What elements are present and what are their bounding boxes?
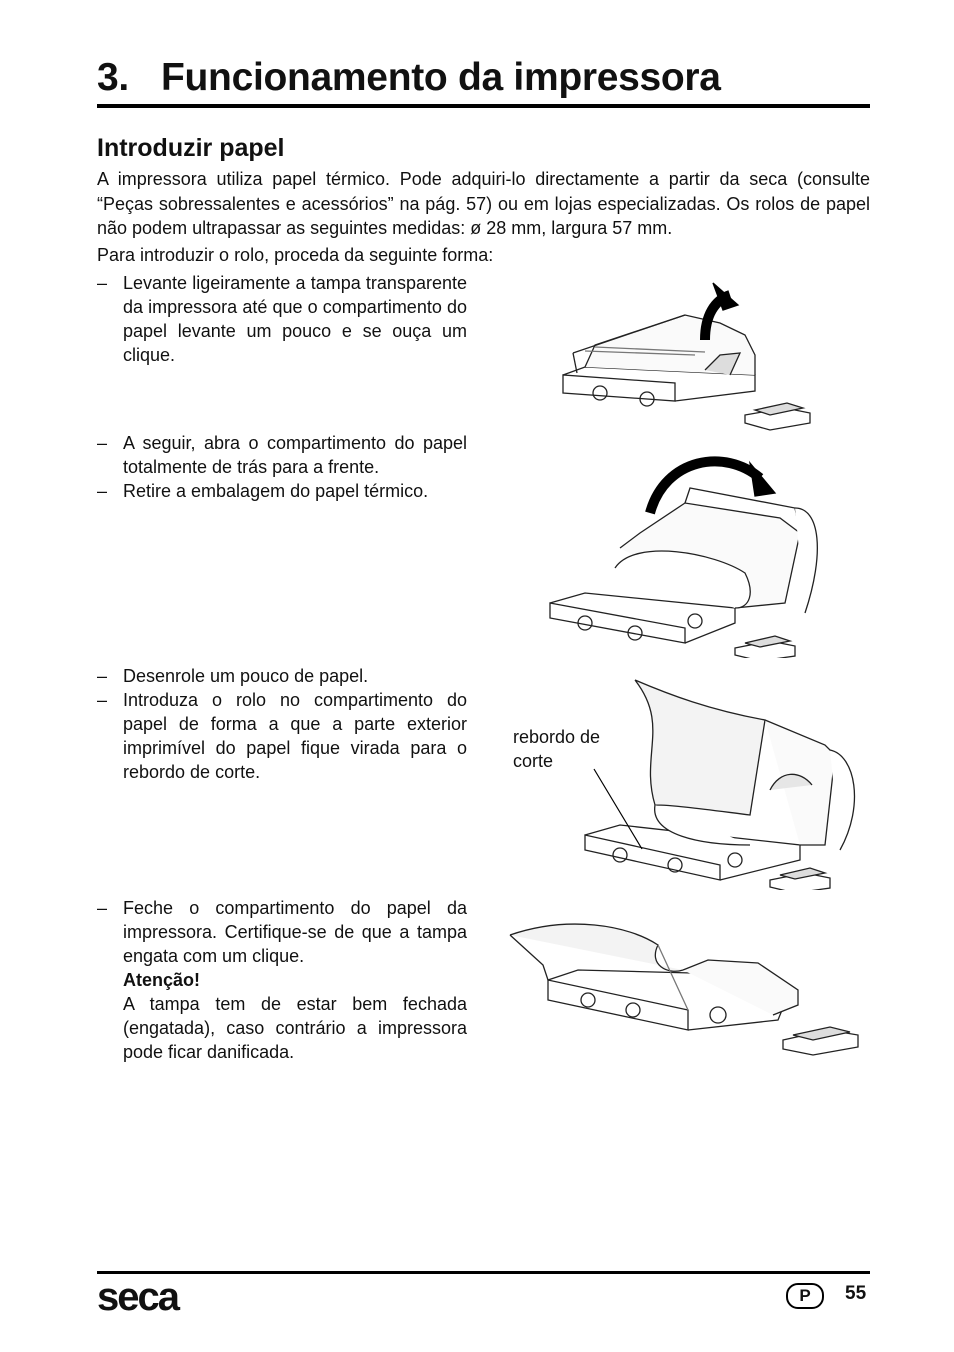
chapter-number: 3. [97,56,129,99]
figure-open-compartment [545,443,825,658]
language-badge: P [786,1283,824,1309]
step-item [97,271,467,367]
step-item [97,688,467,784]
step-text: Retire a embalagem do papel térmico. [123,481,429,501]
step-3 [97,664,467,784]
dash-bullet: – [97,666,108,686]
intro-instruction: Para introduzir o rolo, proceda da seguinte forma: [97,245,494,265]
step-2 [97,431,467,503]
dash-bullet: – [97,898,108,918]
figure-close-compartment [508,905,868,1065]
brand-logo: seca [97,1275,178,1319]
warning-text: A tampa tem de estar bem fechada (engatada), caso contrário a impressora pode ficar danificada. [123,994,467,1062]
step-item [97,896,467,1064]
warning-title: Atenção! [123,970,201,990]
dash-bullet: – [97,433,108,453]
step-text: Desenrole um pouco de papel. [123,666,369,686]
page-number: 55 [845,1283,867,1304]
footer-rule [97,1271,870,1274]
step-4 [97,896,467,1064]
section-heading: Introduzir papel [97,134,285,162]
step-text: Feche o compartimento do papel da impressora. Certifique-se de que a tampa engata com um clique. [123,898,467,966]
step-item [97,664,467,688]
step-text: A seguir, abra o compartimento do papel totalmente de trás para a frente. [123,433,467,477]
step-1 [97,271,467,367]
step-text: Levante ligeiramente a tampa transparente da impressora até que o compartimento do papel levante um pouco e se ouça um clique. [123,273,467,365]
chapter-title-text: Funcionamento da impressora [161,56,721,99]
step-text: Introduza o rolo no compartimento do papel de forma a que a parte exterior imprimível do papel fique virada para o rebordo de corte. [123,690,467,782]
callout-leader-line [590,765,650,855]
step-item [97,431,467,479]
cutting-edge-label: rebordo de corte [513,727,601,771]
chapter-title [97,56,721,100]
title-rule [97,104,870,108]
figure-lift-lid [555,275,820,435]
step-item [97,479,467,503]
intro-paragraph: A impressora utiliza papel térmico. Pode adquiri-lo directamente a partir da seca (consulte “Peças sobressalentes e acessórios” na pág. 57) ou em lojas especializadas. Os rolos de papel não podem ultrapassar as seguintes medidas: ø 28 mm, largura 57 mm. [97,169,870,238]
dash-bullet: – [97,273,108,293]
dash-bullet: – [97,481,108,501]
dash-bullet: – [97,690,108,710]
